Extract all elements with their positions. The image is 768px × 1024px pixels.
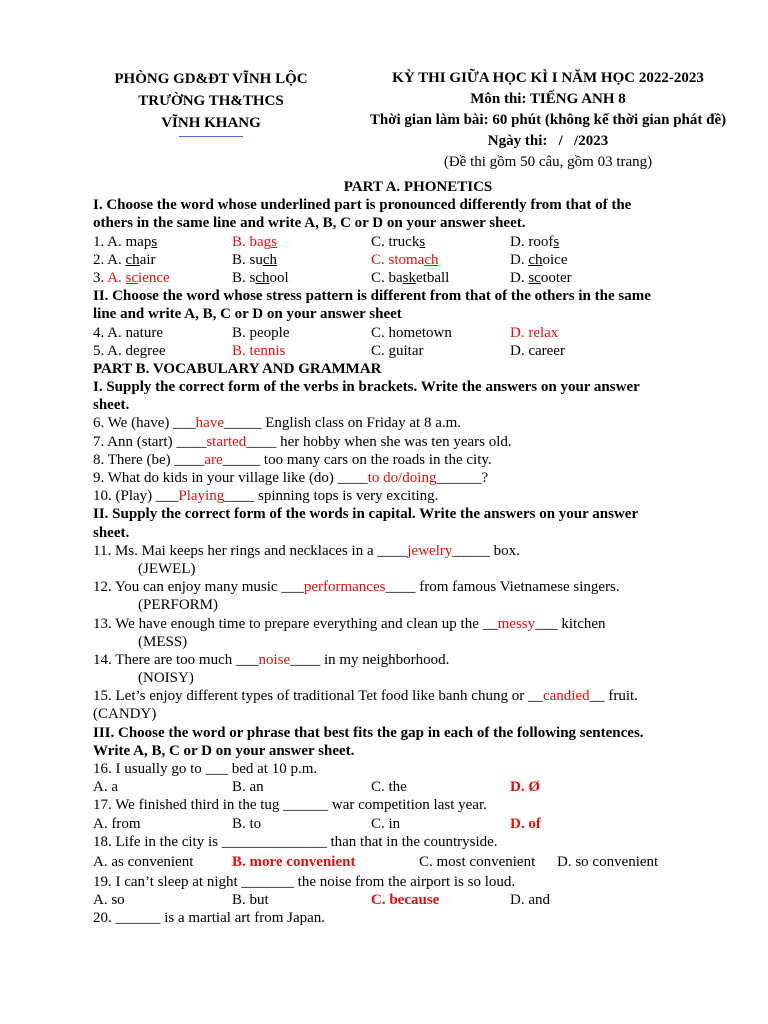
answer-option: B. school (232, 269, 289, 286)
underlined-part: s (271, 233, 278, 250)
answer-option: B. an (232, 779, 264, 796)
answer-option: B. to (232, 815, 262, 832)
answer-key: messy (497, 615, 536, 632)
answer-option: D. roofs (510, 233, 560, 250)
part-b-instruction-1: sheet. (93, 397, 130, 414)
verb-question: 9. What do kids in your village like (do) ____to do/doing______? (93, 470, 489, 486)
exam-subject: Môn thi: TIẾNG ANH 8 (470, 91, 626, 107)
school-location: VĨNH KHANG (161, 115, 261, 131)
answer-option: B. bags (232, 233, 278, 250)
answer-option: 2. A. chair (93, 251, 156, 268)
underlined-part: sc (125, 269, 139, 286)
exam-time: Thời gian làm bài: 60 phút (không kể thời gian phát đề) (369, 112, 727, 128)
exam-note: (Đề thi gồm 50 câu, gồm 03 trang) (443, 154, 653, 170)
answer-option: 3. A. science (93, 269, 170, 286)
part-b-instruction-3: III. Choose the word or phrase that best fits the gap in each of the following sentences. (93, 724, 644, 741)
answer-option: 1. A. maps (93, 233, 158, 250)
answer-option: 4. A. nature (93, 324, 163, 341)
underlined-part: ch (424, 251, 439, 268)
answer-option: C. trucks (371, 233, 426, 250)
part-a-instruction-2: line and write A, B, C or D on your answer sheet (93, 306, 402, 323)
mcq-options (93, 891, 743, 909)
part-a-instruction-1: I. Choose the word whose underlined part is pronounced differently from that of the (93, 197, 632, 214)
word-cue: (NOISY) (138, 670, 194, 687)
word-cue: (CANDY) (93, 706, 157, 723)
answer-option: D. Ø (510, 779, 540, 796)
answer-option: C. most convenient (419, 853, 536, 870)
part-a-instruction-1: others in the same line and write A, B, C or D on your answer sheet. (93, 215, 526, 232)
school-name: TRƯỜNG TH&THCS (138, 93, 284, 109)
underlined-part: ch (528, 251, 543, 268)
exam-info-block (343, 68, 753, 173)
mcq-options (93, 815, 743, 833)
answer-option: A. as convenient (93, 853, 194, 870)
answer-option: B. but (232, 892, 269, 909)
answer-option: C. in (371, 815, 401, 832)
word-form-question: 12. You can enjoy many music ___performances____ from famous Vietnamese singers. (93, 579, 620, 596)
answer-option: D. so convenient (557, 853, 659, 870)
underlined-part: ch (125, 251, 140, 268)
underlined-part: s (419, 233, 426, 250)
verb-question: 6. We (have) ___have_____ English class on Friday at 8 a.m. (93, 415, 462, 432)
answer-option: D. career (510, 342, 565, 359)
header-divider (179, 136, 243, 137)
part-b-instruction-2: sheet. (93, 524, 130, 541)
mcq-question: 16. I usually go to ___ bed at 10 p.m. (93, 761, 318, 777)
part-b-instruction-3: Write A, B, C or D on your answer sheet. (93, 742, 355, 759)
word-cue: (JEWEL) (138, 560, 196, 577)
phonetics-question (93, 251, 743, 269)
mcq-question: 17. We finished third in the tug ______ war competition last year. (93, 797, 487, 814)
answer-key: started (206, 433, 247, 450)
exam-date: Ngày thi: / /2023 (487, 133, 609, 149)
answer-key: Playing (178, 488, 225, 505)
exam-page (93, 68, 743, 928)
part-a-title: PART A. PHONETICS (343, 179, 493, 195)
exam-header (93, 68, 743, 178)
part-b-title: PART B. VOCABULARY AND GRAMMAR (93, 360, 382, 377)
phonetics-question (93, 269, 743, 287)
underlined-part: s (553, 233, 560, 250)
answer-option: A. from (93, 815, 141, 832)
answer-option: D. of (510, 815, 541, 832)
answer-option: C. hometown (371, 324, 452, 341)
underlined-part: sk (402, 269, 417, 286)
answer-option: D. and (510, 892, 550, 909)
phonetics-question (93, 233, 743, 251)
word-cue: (MESS) (138, 633, 188, 650)
answer-key: are (204, 451, 223, 468)
answer-option: B. such (232, 251, 278, 268)
exam-title: KỲ THI GIỮA HỌC KÌ I NĂM HỌC 2022-2023 (392, 70, 704, 86)
answer-option: B. people (232, 324, 290, 341)
answer-option: C. the (371, 779, 407, 796)
part-b-instruction-1: I. Supply the correct form of the verbs in brackets. Write the answers on your answer (93, 379, 640, 396)
answer-key: jewelry (407, 542, 453, 559)
mcq-options (93, 851, 743, 873)
answer-option: 5. A. degree (93, 342, 166, 359)
answer-key: candied (542, 688, 590, 705)
answer-key: performances (303, 579, 386, 596)
part-b-instruction-2: II. Supply the correct form of the words in capital. Write the answers on your answer (93, 506, 639, 523)
verb-question: 7. Ann (start) ____started____ her hobby when she was ten years old. (93, 433, 512, 450)
answer-option: D. relax (510, 324, 559, 341)
mcq-question: 19. I can’t sleep at night _______ the noise from the airport is so loud. (93, 873, 516, 890)
answer-option: A. a (93, 779, 118, 796)
answer-option: B. more convenient (232, 853, 356, 870)
word-form-question: 15. Let’s enjoy different types of traditional Tet food like banh chung or __candied__ fruit. (93, 688, 638, 705)
underlined-part: ch (255, 269, 270, 286)
answer-option: A. so (93, 892, 125, 909)
answer-option: D. choice (510, 251, 568, 268)
verb-question: 8. There (be) ____are_____ too many cars on the roads in the city. (93, 451, 492, 468)
answer-option: C. stomach (371, 251, 439, 268)
answer-option: C. guitar (371, 342, 424, 359)
mcq-options (93, 778, 743, 796)
part-a-instruction-2: II. Choose the word whose stress pattern is different from that of the others in the same (93, 288, 651, 305)
answer-option: C. basketball (371, 269, 450, 286)
word-form-question: 14. There are too much ___noise____ in my neighborhood. (93, 651, 450, 668)
word-form-question: 13. We have enough time to prepare everything and clean up the __messy___ kitchen (93, 615, 606, 632)
mcq-question: 20. ______ is a martial art from Japan. (93, 910, 326, 927)
stress-question (93, 342, 743, 360)
answer-key: have (195, 415, 224, 432)
verb-question: 10. (Play) ___Playing____ spinning tops is very exciting. (93, 488, 439, 505)
answer-option: D. scooter (510, 269, 572, 286)
answer-key: noise (258, 651, 291, 668)
underlined-part: sc (528, 269, 541, 286)
underlined-part: ch (262, 251, 278, 268)
exam-body (93, 178, 743, 928)
mcq-question: 18. Life in the city is ______________ than that in the countryside. (93, 833, 498, 850)
department-name: PHÒNG GD&ĐT VĨNH LỘC (114, 71, 308, 87)
school-block (93, 68, 329, 137)
answer-option: B. tennis (232, 342, 286, 359)
answer-option: C. because (371, 892, 440, 909)
underlined-part: s (151, 233, 158, 250)
answer-option-key: A. science (107, 269, 170, 286)
stress-question (93, 324, 743, 342)
word-form-question: 11. Ms. Mai keeps her rings and necklaces in a ____jewelry_____ box. (93, 542, 520, 559)
word-cue: (PERFORM) (138, 597, 219, 614)
answer-key: to do/doing (367, 470, 437, 486)
